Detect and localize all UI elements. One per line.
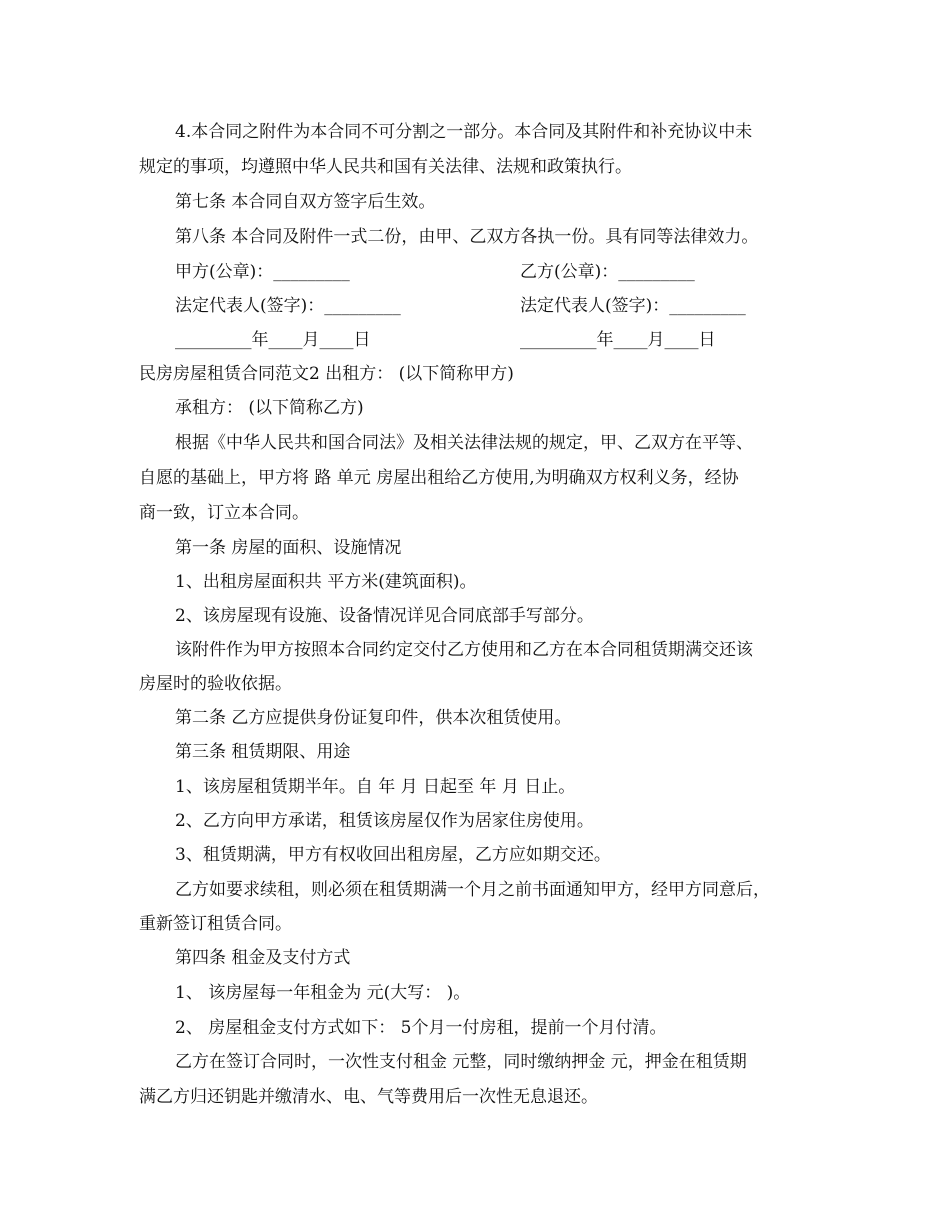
text-line: 2、乙方向甲方承诺，租赁该房屋仅作为居家住房使用。 — [175, 811, 594, 831]
article-3: 第三条 租赁期限、用途 — [175, 742, 351, 762]
text-line: 重新签订租赁合同。 — [139, 914, 292, 934]
party-a-seal: 甲方(公章)：_________ — [175, 262, 350, 282]
section-title: 民房房屋租赁合同范文2 出租方： (以下简称甲方) — [139, 364, 514, 384]
text-line: 自愿的基础上，甲方将 路 单元 房屋出租给乙方使用,为明确双方权利义务，经协 — [139, 468, 739, 488]
legal-rep-b: 法定代表人(签字)：_________ — [520, 296, 746, 316]
text-line: 满乙方归还钥匙并缴清水、电、气等费用后一次性无息退还。 — [139, 1087, 598, 1107]
text-line: 规定的事项，均遵照中华人民共和国有关法律、法规和政策执行。 — [139, 157, 632, 177]
text-line: 承租方： (以下简称乙方) — [175, 398, 364, 418]
text-line: 2、该房屋现有设施、设备情况详见合同底部手写部分。 — [175, 606, 594, 626]
text-line: 乙方如要求续租，则必须在租赁期满一个月之前书面通知甲方，经甲方同意后， — [175, 880, 770, 900]
article-2: 第二条 乙方应提供身份证复印件，供本次租赁使用。 — [175, 708, 572, 728]
article-8: 第八条 本合同及附件一式二份，由甲、乙双方各执一份。具有同等法律效力。 — [175, 227, 759, 247]
text-line: 1、 该房屋每一年租金为 元(大写： )。 — [175, 983, 471, 1003]
date-a: _________年____月____日 — [175, 330, 371, 350]
text-line: 1、出租房屋面积共 平方米(建筑面积)。 — [175, 572, 477, 592]
text-line: 2、 房屋租金支付方式如下： 5个月一付房租，提前一个月付清。 — [175, 1018, 667, 1038]
text-line: 该附件作为甲方按照本合同约定交付乙方使用和乙方在本合同租赁期满交还该 — [175, 640, 753, 660]
article-7: 第七条 本合同自双方签字后生效。 — [175, 192, 436, 212]
text-line: 1、该房屋租赁期半年。自 年 月 日起至 年 月 日止。 — [175, 777, 576, 797]
text-line: 根据《中华人民共和国合同法》及相关法律法规的规定，甲、乙双方在平等、 — [175, 433, 753, 453]
article-4: 第四条 租金及支付方式 — [175, 948, 351, 968]
text-line: 商一致，订立本合同。 — [139, 503, 309, 523]
article-1: 第一条 房屋的面积、设施情况 — [175, 538, 402, 558]
text-line: 乙方在签订合同时，一次性支付租金 元整，同时缴纳押金 元，押金在租赁期 — [175, 1052, 747, 1072]
party-b-seal: 乙方(公章)：_________ — [520, 262, 695, 282]
date-b: _________年____月____日 — [520, 330, 716, 350]
legal-rep-a: 法定代表人(签字)：_________ — [175, 296, 401, 316]
text-line: 4.本合同之附件为本合同不可分割之一部分。本合同及其附件和补充协议中未 — [175, 122, 753, 142]
text-line: 房屋时的验收依据。 — [139, 674, 292, 694]
text-line: 3、租赁期满，甲方有权收回出租房屋，乙方应如期交还。 — [175, 845, 611, 865]
